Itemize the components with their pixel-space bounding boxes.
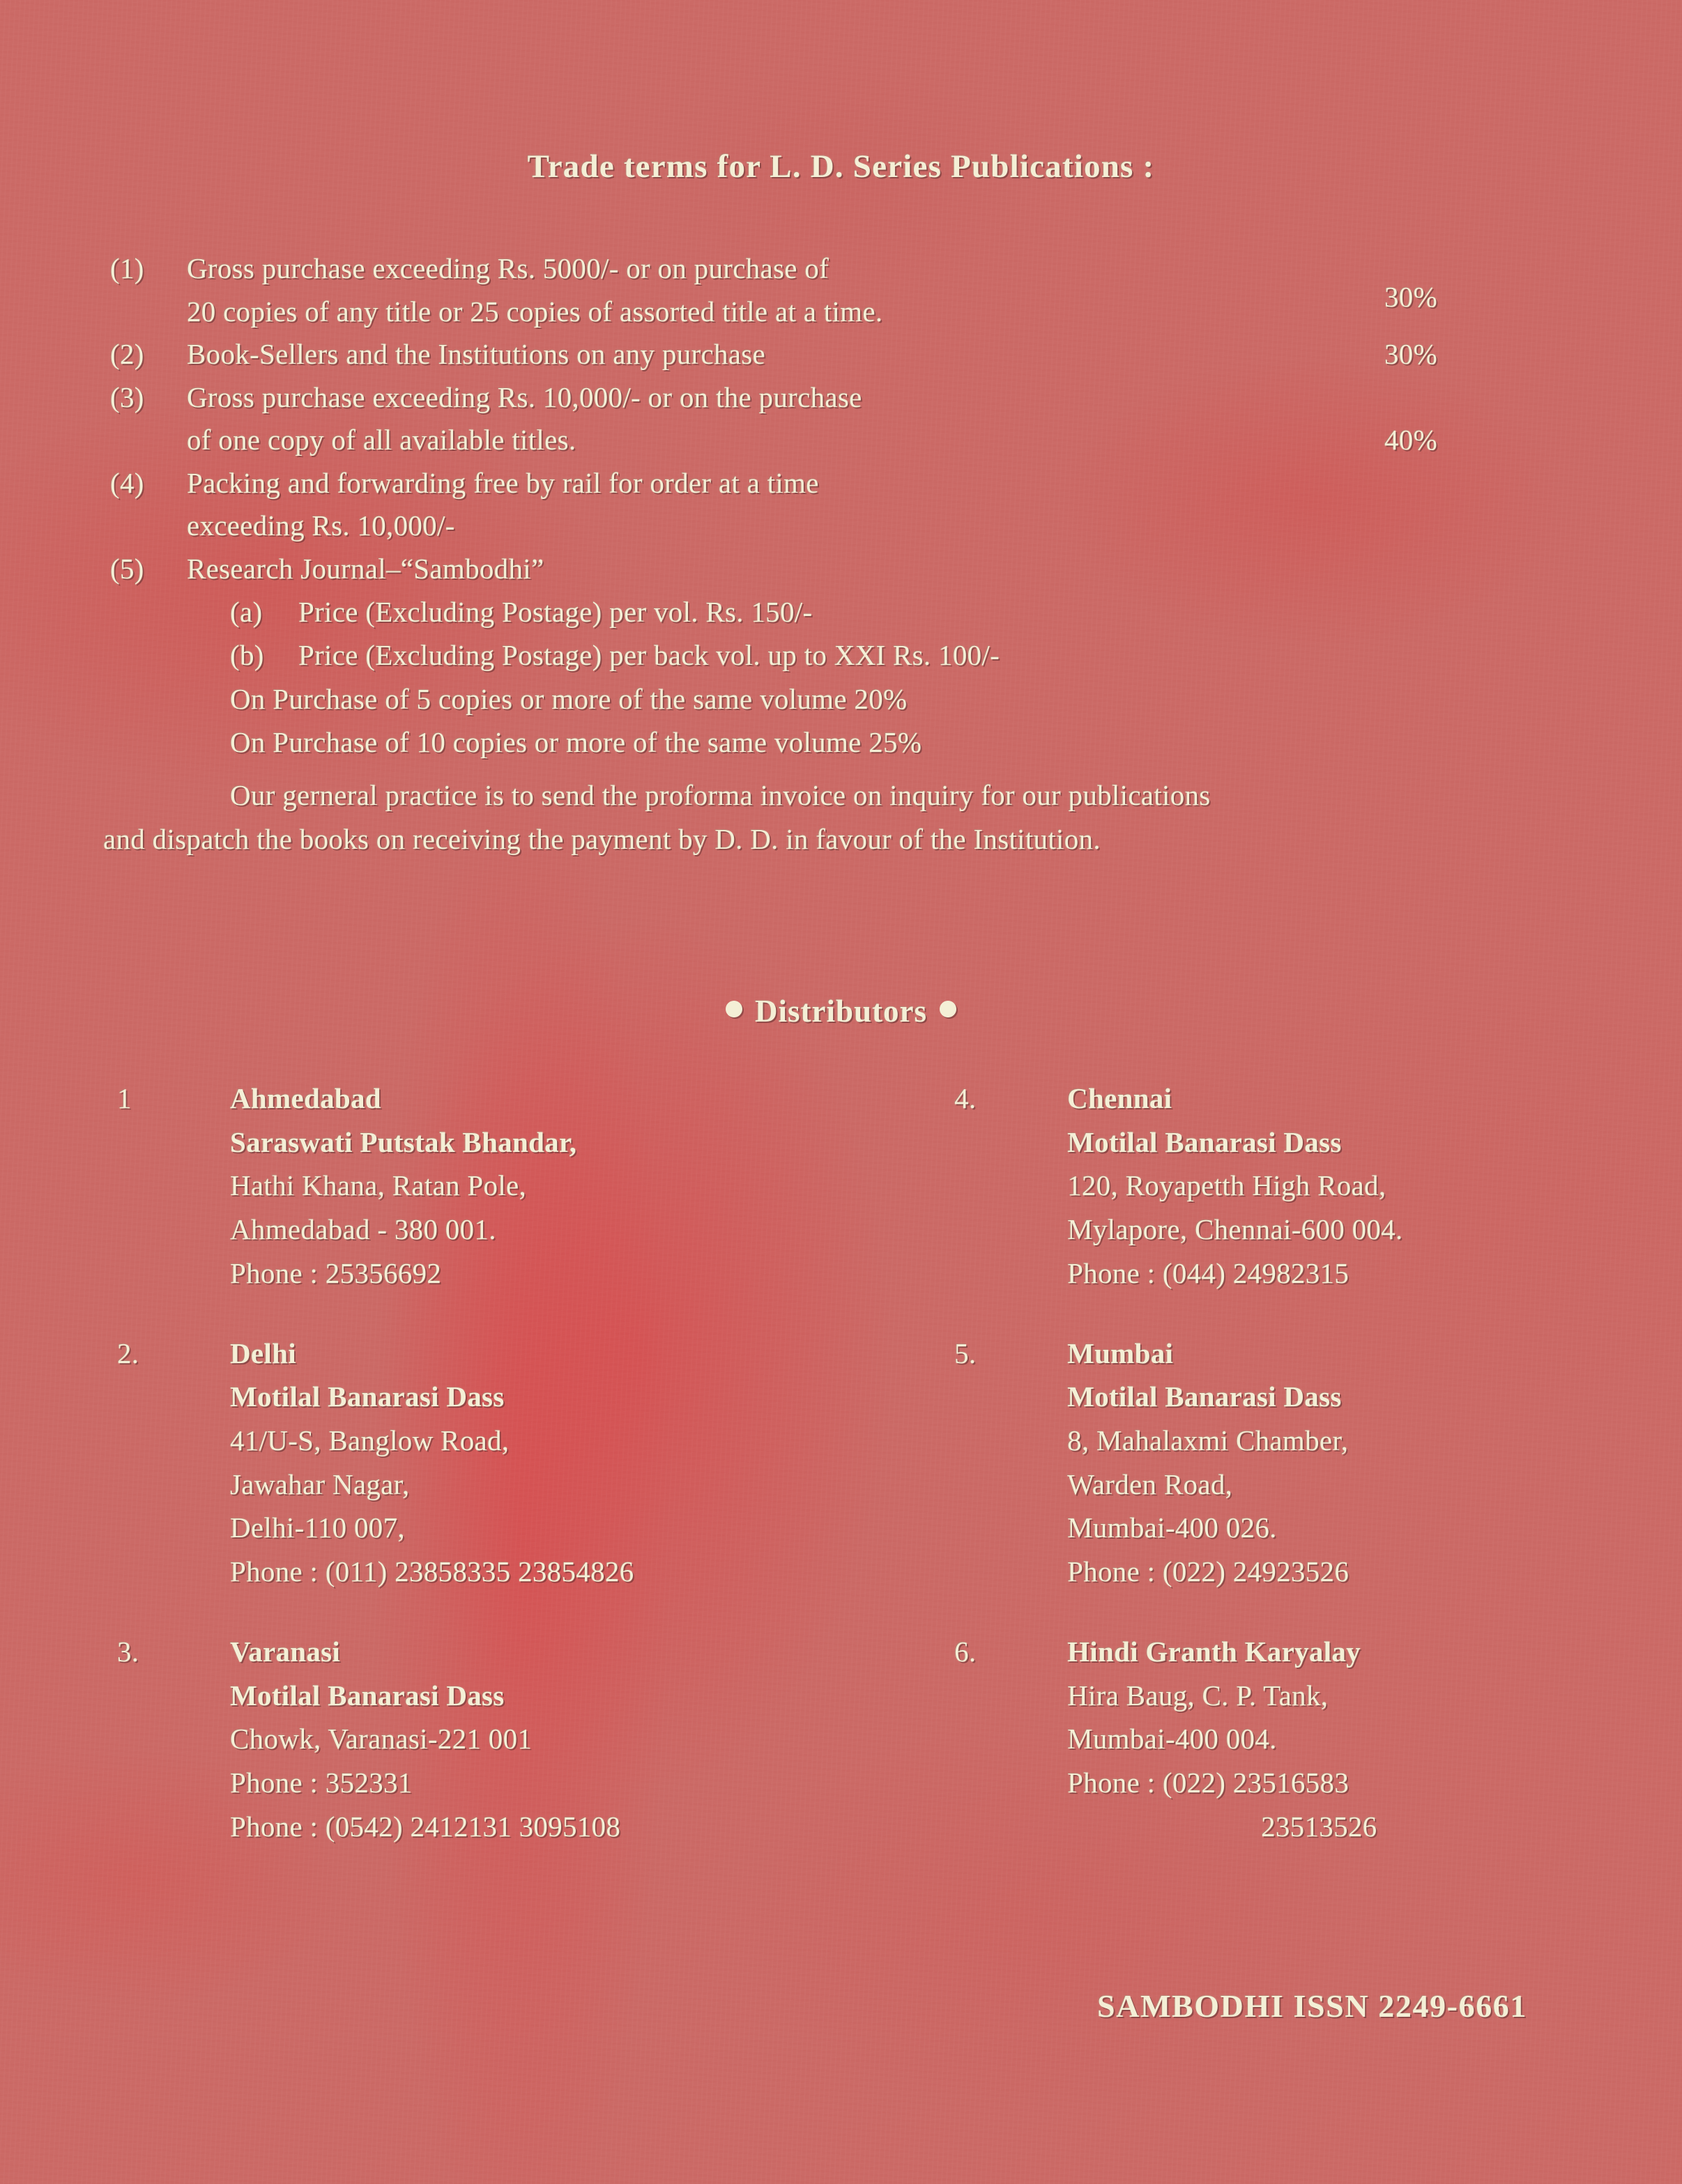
practice-note-line-2: and dispatch the books on receiving the payment by D. D. in favour of the Institution. [103, 822, 1101, 855]
trade-term-text [187, 333, 1274, 376]
distributor-address-line: Chowk, Varanasi-221 001 [230, 1723, 533, 1755]
bullet-dot-right-icon [940, 1001, 956, 1017]
trade-term-row [0, 548, 1682, 591]
journal-price-subitem [230, 633, 1682, 677]
distributor-index: 4. [954, 1082, 977, 1114]
distributor-phone: Phone : (022) 23516583 [1067, 1767, 1350, 1799]
trade-term-discount-percent: 40% [1384, 423, 1438, 456]
distributor-address-line: Jawahar Nagar, [230, 1468, 410, 1500]
distributors-heading-label: Distributors [755, 994, 927, 1029]
trade-term-number: (4) [110, 466, 144, 499]
distributor-address-line: Mylapore, Chennai-600 004. [1067, 1213, 1403, 1246]
trade-term-line: of one copy of all available titles. [187, 424, 576, 456]
distributor-firm-name: Motilal Banarasi Dass [230, 1381, 505, 1413]
trade-term-text [187, 376, 1274, 462]
trade-term-number: (5) [110, 552, 144, 585]
trade-term-number: (3) [110, 380, 144, 413]
trade-term-line: Gross purchase exceeding Rs. 10,000/- or on the purchase [187, 380, 862, 413]
distributor-address-line: Hathi Khana, Ratan Pole, [230, 1169, 527, 1202]
trade-term-text [187, 548, 1274, 591]
distributor-phone: Phone : 25356692 [230, 1256, 442, 1289]
distributor-firm-name: Motilal Banarasi Dass [1067, 1125, 1342, 1158]
trade-term-row [0, 247, 1682, 333]
journal-price-subitem-text: Price (Excluding Postage) per vol. Rs. 150/- [298, 596, 813, 628]
trade-term-row [0, 462, 1682, 548]
distributor-firm-name: Motilal Banarasi Dass [1067, 1381, 1342, 1413]
trade-term-discount-percent: 30% [1384, 281, 1438, 313]
distributor-phone: Phone : 352331 [230, 1767, 413, 1799]
distributor-index: 6. [954, 1635, 977, 1668]
distributors-section [0, 1077, 1682, 1885]
distributor-address-line: Mumbai-400 026. [1067, 1512, 1277, 1544]
trade-term-row [0, 333, 1682, 376]
distributor-details [1067, 1077, 1682, 1295]
volume-discount-line: On Purchase of 5 copies or more of the same volume 20% [230, 682, 908, 715]
distributor-index: 3. [117, 1635, 139, 1668]
distributor-details [1067, 1332, 1682, 1594]
trade-term-text [187, 247, 1274, 333]
volume-discount-line: On Purchase of 10 copies or more of the same volume 25% [230, 725, 922, 758]
distributor-address-line: Hira Baug, C. P. Tank, [1067, 1679, 1329, 1712]
distributor-index: 2. [117, 1337, 139, 1369]
journal-price-subitem [230, 590, 1682, 633]
trade-term-number: (2) [110, 338, 144, 370]
distributors-heading [0, 993, 1682, 1029]
distributor-firm-name: Saraswati Putstak Bhandar, [230, 1125, 577, 1158]
distributor-city: Delhi [230, 1337, 296, 1369]
distributor-address-line: Ahmedabad - 380 001. [230, 1213, 496, 1246]
trade-term-line: Book-Sellers and the Institutions on any purchase [187, 338, 765, 370]
trade-term-line: exceeding Rs. 10,000/- [187, 509, 455, 541]
page-title: Trade terms for L. D. Series Publications : [527, 148, 1155, 185]
trade-term-row [0, 376, 1682, 462]
practice-note-line-1: Our gerneral practice is to send the proforma invoice on inquiry for our publications [230, 779, 1211, 812]
distributor-firm-name: Motilal Banarasi Dass [230, 1679, 505, 1712]
distributor-index: 1 [117, 1082, 132, 1114]
distributor-phone: Phone : (022) 24923526 [1067, 1555, 1350, 1588]
journal-price-subitem-label: (a) [230, 596, 263, 628]
distributor-entry [954, 1077, 1682, 1295]
distributor-entry [954, 1332, 1682, 1594]
distributors-column-right [56, 1077, 1682, 1885]
distributor-address-line: Warden Road, [1067, 1468, 1233, 1500]
trade-term-discount-percent: 30% [1384, 338, 1438, 370]
trade-term-number: (1) [110, 252, 144, 284]
distributor-city: Mumbai [1067, 1337, 1174, 1369]
trade-terms-list [0, 247, 1682, 861]
distributor-phone: Phone : (044) 24982315 [1067, 1256, 1350, 1289]
distributor-city: Ahmedabad [230, 1082, 381, 1114]
distributor-phone: Phone : (0542) 2412131 3095108 [230, 1810, 621, 1843]
distributor-details [1067, 1630, 1682, 1849]
distributor-phone: 23513526 [1261, 1810, 1377, 1843]
distributor-entry [954, 1630, 1682, 1849]
distributor-city: Chennai [1067, 1082, 1172, 1114]
distributors-columns [0, 1077, 1682, 1885]
trade-term-line: Gross purchase exceeding Rs. 5000/- or on purchase of [187, 252, 829, 284]
journal-price-subitem-label: (b) [230, 639, 264, 672]
distributor-address-line: Mumbai-400 004. [1067, 1723, 1277, 1755]
trade-term-line: 20 copies of any title or 25 copies of assorted title at a time. [187, 295, 883, 328]
distributor-address-line: 8, Mahalaxmi Chamber, [1067, 1424, 1349, 1457]
trade-term-line: Packing and forwarding free by rail for order at a time [187, 466, 819, 499]
issn-footer: SAMBODHI ISSN 2249-6661 [1097, 1988, 1527, 2024]
distributor-phone: Phone : (011) 23858335 23854826 [230, 1555, 634, 1588]
journal-price-subitem-text: Price (Excluding Postage) per back vol. up to XXI Rs. 100/- [298, 639, 1000, 672]
distributor-city: Hindi Granth Karyalay [1067, 1635, 1361, 1668]
distributor-city: Varanasi [230, 1635, 341, 1668]
bullet-dot-left-icon [726, 1001, 742, 1017]
trade-term-line: Research Journal–“Sambodhi” [187, 552, 544, 585]
distributor-address-line: 41/U-S, Banglow Road, [230, 1424, 510, 1457]
trade-term-text [187, 462, 1274, 548]
distributor-address-line: Delhi-110 007, [230, 1512, 405, 1544]
distributor-index: 5. [954, 1337, 977, 1369]
distributor-address-line: 120, Royapetth High Road, [1067, 1169, 1386, 1202]
